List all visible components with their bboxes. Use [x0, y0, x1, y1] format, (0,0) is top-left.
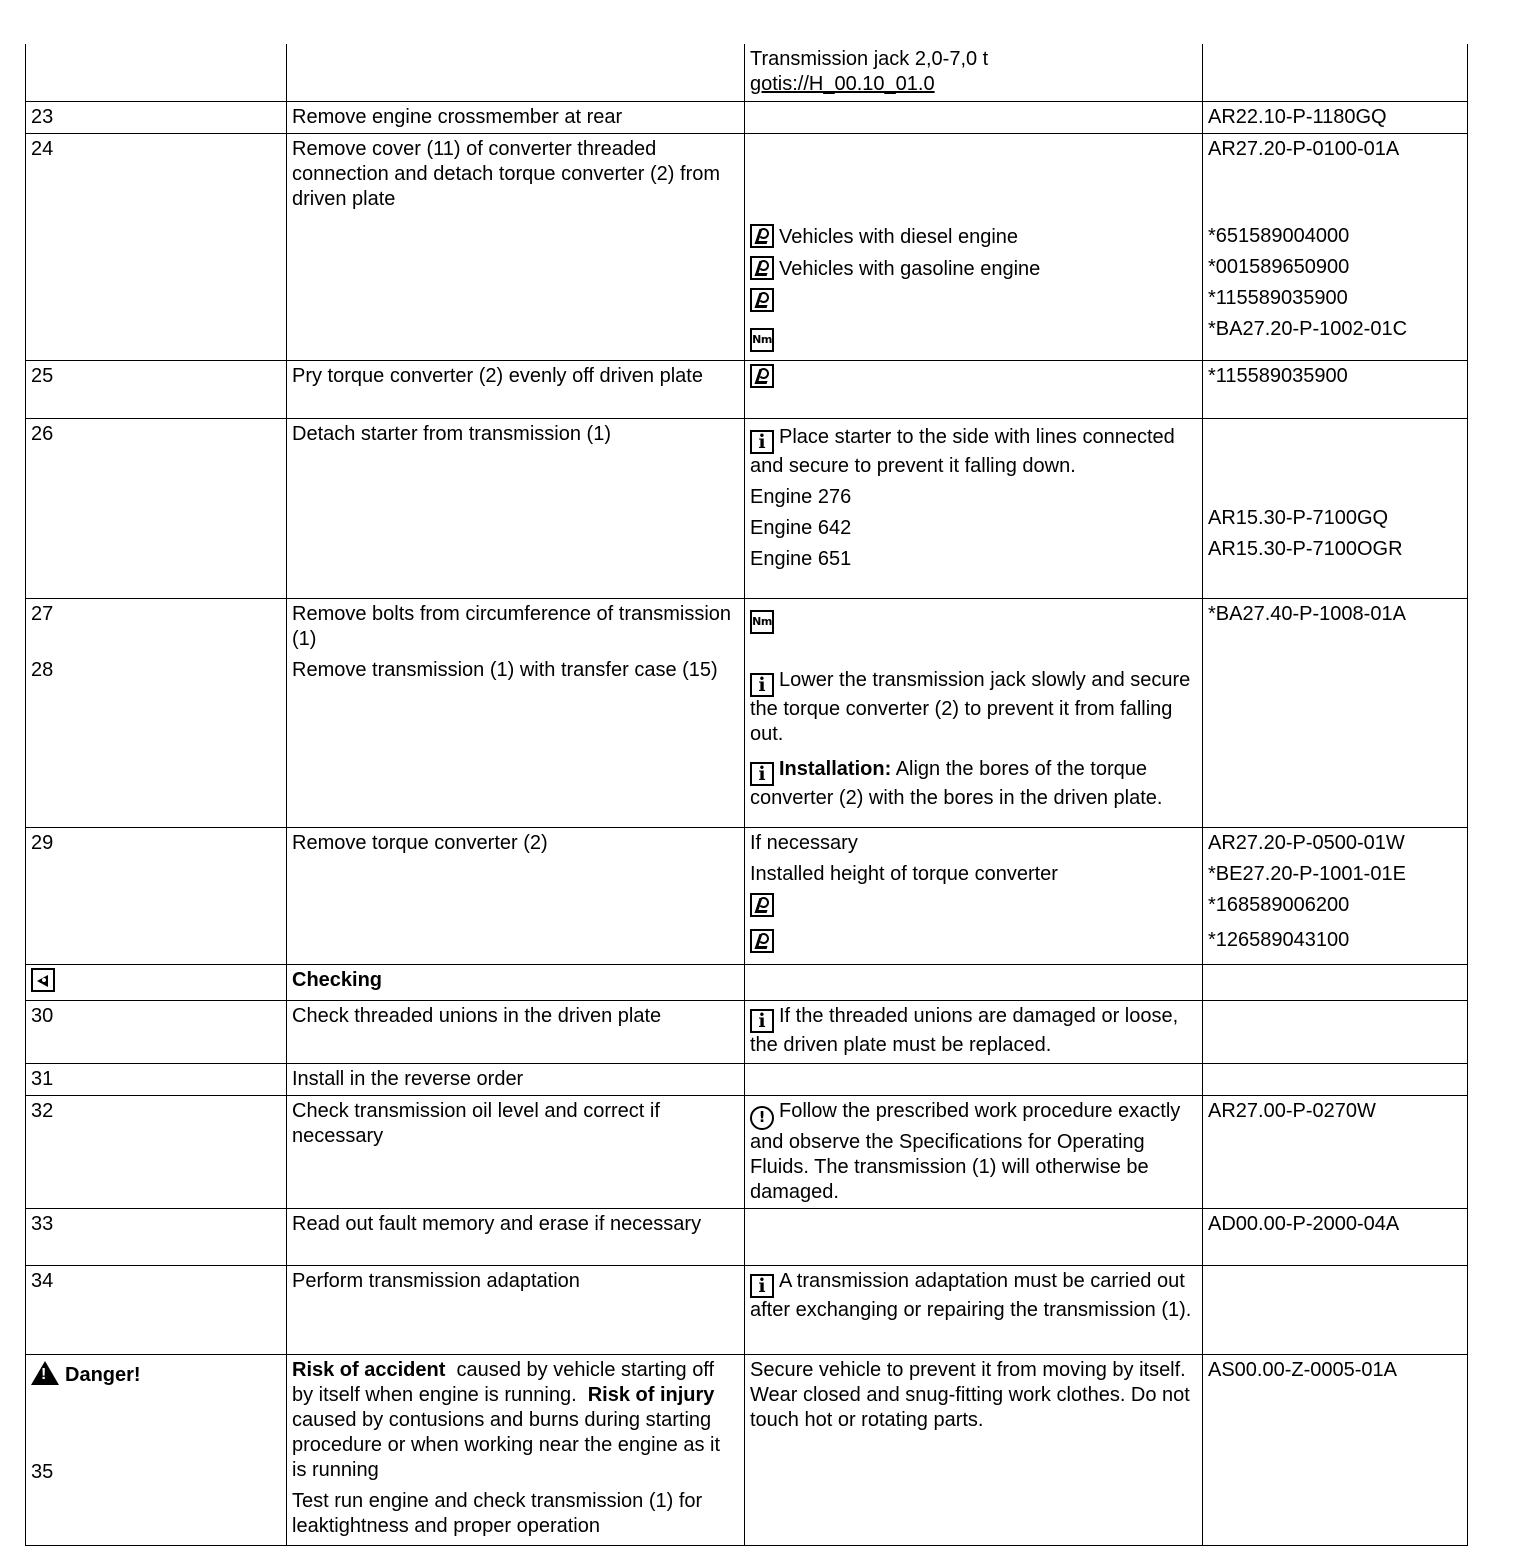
step-number: 24 — [26, 133, 287, 360]
note-text: Lower the transmission jack slowly and secure the torque converter (2) to prevent it from falling out. — [750, 668, 1191, 745]
step-cell — [26, 964, 287, 1000]
note-cell — [745, 1265, 1203, 1354]
reference-link[interactable]: AR27.20-P-0100-01A — [1208, 137, 1400, 160]
danger-body-text: caused by contusions and burns during starting procedure or when working near the engine as it is running — [292, 1408, 721, 1481]
installed-height-label: Installed height of torque converter — [750, 862, 1058, 885]
info-icon: i — [750, 430, 774, 454]
operation-cell — [287, 1354, 745, 1545]
note-text: Place starter to the side with lines connected and secure to prevent it falling down. — [750, 425, 1175, 477]
special-tool-icon[interactable] — [750, 288, 774, 312]
tool-link[interactable]: gotis://H_00.10_01.0 — [750, 73, 935, 95]
reference-link[interactable]: *115589035900 — [1208, 286, 1348, 309]
table-row — [26, 101, 1468, 133]
reference-link[interactable]: AR22.10-P-1180GQ — [1203, 101, 1468, 133]
installation-label: Installation: — [779, 757, 892, 780]
note-cell — [745, 1095, 1203, 1208]
gasoline-label: Vehicles with gasoline engine — [779, 257, 1041, 280]
note-cell — [745, 133, 1203, 360]
reference-link[interactable]: AR27.20-P-0500-01W — [1208, 831, 1405, 854]
note-cell — [745, 827, 1203, 964]
special-tool-icon[interactable] — [750, 929, 774, 953]
step-number: 26 — [26, 418, 287, 598]
operation-text: Remove engine crossmember at rear — [287, 101, 745, 133]
measure-text: Wear closed and snug-fitting work clothes. Do not touch hot or rotating parts. — [750, 1383, 1190, 1431]
table-row — [26, 360, 1468, 418]
step-cell — [26, 1354, 287, 1545]
danger-bold-text: Risk of accident — [292, 1358, 446, 1381]
danger-body-text: caused by vehicle starting off by itself when engine is running. — [292, 1358, 720, 1406]
table-row — [26, 1208, 1468, 1265]
engine-651-label: Engine 651 — [750, 547, 852, 570]
step-number: 25 — [26, 360, 287, 418]
note-cell — [745, 598, 1203, 827]
operation-text: Remove torque converter (2) — [287, 827, 745, 964]
reference-link[interactable]: *651589004000 — [1208, 224, 1350, 247]
section-title: Checking — [287, 964, 745, 1000]
table-row — [26, 418, 1468, 598]
table-row — [26, 964, 1468, 1000]
table-row — [26, 1354, 1468, 1545]
table-row — [26, 1095, 1468, 1208]
reference-link[interactable]: *001589650900 — [1208, 255, 1350, 278]
note-cell — [745, 360, 1203, 418]
special-tool-icon[interactable] — [750, 224, 774, 248]
ref-cell — [1203, 1063, 1468, 1095]
info-icon: i — [750, 1274, 774, 1298]
operation-text: Check transmission oil level and correct if necessary — [287, 1095, 745, 1208]
reference-link[interactable]: *BA27.40-P-1008-01A — [1208, 602, 1406, 625]
caution-note-icon: ! — [750, 1106, 774, 1130]
note-cell — [745, 101, 1203, 133]
step-number: 28 — [31, 658, 54, 681]
reference-link[interactable]: AS00.00-Z-0005-01A — [1203, 1354, 1468, 1545]
table-row — [26, 1265, 1468, 1354]
reference-link[interactable]: AR15.30-P-7100GQ — [1208, 506, 1389, 529]
operation-text: Remove bolts from circumference of transmission (1) — [292, 602, 732, 650]
info-icon: i — [750, 673, 774, 697]
check-arrow-icon — [31, 968, 55, 992]
operation-text: Perform transmission adaptation — [287, 1265, 745, 1354]
step-number: 34 — [26, 1265, 287, 1354]
operation-text: Detach starter from transmission (1) — [287, 418, 745, 598]
table-row — [26, 1063, 1468, 1095]
reference-link[interactable]: *BA27.20-P-1002-01C — [1208, 317, 1408, 340]
reference-link[interactable]: *168589006200 — [1208, 893, 1350, 916]
step-number: 35 — [31, 1460, 54, 1483]
warning-triangle-icon — [31, 1361, 59, 1385]
reference-link[interactable]: AD00.00-P-2000-04A — [1203, 1208, 1468, 1265]
torque-spec-icon[interactable]: Nm — [750, 328, 774, 352]
note-cell — [745, 1000, 1203, 1063]
info-icon: i — [750, 1009, 774, 1033]
ref-cell — [1203, 964, 1468, 1000]
danger-bold-text: Risk of injury — [587, 1383, 715, 1406]
note-text: Follow the prescribed work procedure exactly and observe the Specifications for Operating Fluids. The transmission (1) will otherwise be damaged. — [750, 1099, 1181, 1203]
tool-name: Transmission jack 2,0-7,0 t — [750, 48, 989, 70]
table-row — [26, 1000, 1468, 1063]
ref-cell — [1203, 1000, 1468, 1063]
operation-text: Remove transmission (1) with transfer case (15) — [292, 658, 718, 681]
step-number: 33 — [26, 1208, 287, 1265]
operation-text: Pry torque converter (2) evenly off driven plate — [287, 360, 745, 418]
operation-text: Install in the reverse order — [287, 1063, 745, 1095]
step-number: 29 — [26, 827, 287, 964]
special-tool-icon[interactable] — [750, 893, 774, 917]
ref-cell — [1203, 598, 1468, 827]
note-text: If the threaded unions are damaged or loose, the driven plate must be replaced. — [750, 1004, 1179, 1056]
ref-cell — [1203, 44, 1468, 101]
note-cell — [745, 418, 1203, 598]
note-cell — [745, 1208, 1203, 1265]
note-text: A transmission adaptation must be carried out after exchanging or repairing the transmission (1). — [750, 1269, 1192, 1321]
step-number: 30 — [26, 1000, 287, 1063]
reference-link[interactable]: AR15.30-P-7100OGR — [1208, 537, 1403, 560]
procedure-table — [25, 44, 1468, 1546]
note-cell — [745, 1354, 1203, 1545]
operation-text: Test run engine and check transmission (1) for leaktightness and proper operation — [292, 1489, 703, 1537]
note-cell — [745, 1063, 1203, 1095]
table-row — [26, 827, 1468, 964]
operation-text: Check threaded unions in the driven plate — [287, 1000, 745, 1063]
operation-cell — [287, 44, 745, 101]
ref-cell — [1203, 1265, 1468, 1354]
special-tool-icon[interactable] — [750, 364, 774, 388]
note-cell — [745, 964, 1203, 1000]
step-cell — [26, 44, 287, 101]
operation-text: Remove cover (11) of converter threaded connection and detach torque converter (2) from driven plate — [287, 133, 745, 360]
step-number: 27 — [31, 602, 54, 625]
info-icon: i — [750, 762, 774, 786]
diesel-label: Vehicles with diesel engine — [779, 225, 1019, 248]
operation-cell — [287, 598, 745, 827]
engine-276-label: Engine 276 — [750, 485, 852, 508]
step-number: 31 — [26, 1063, 287, 1095]
operation-text: Read out fault memory and erase if necessary — [287, 1208, 745, 1265]
ref-cell — [1203, 418, 1468, 598]
note-cell — [745, 44, 1203, 101]
ref-cell — [1203, 133, 1468, 360]
step-number: 32 — [26, 1095, 287, 1208]
measure-text: Secure vehicle to prevent it from moving by itself. — [750, 1358, 1186, 1381]
reference-link[interactable]: AR27.00-P-0270W — [1203, 1095, 1468, 1208]
step-number: 23 — [26, 101, 287, 133]
ref-cell — [1203, 827, 1468, 964]
danger-label: Danger! — [65, 1363, 141, 1386]
danger-text — [292, 1358, 739, 1483]
table-row — [26, 598, 1468, 827]
table-row — [26, 133, 1468, 360]
reference-link[interactable]: *BE27.20-P-1001-01E — [1208, 862, 1406, 885]
step-cell — [26, 598, 287, 827]
torque-spec-icon[interactable]: Nm — [750, 610, 774, 634]
special-tool-icon[interactable] — [750, 256, 774, 280]
reference-link[interactable]: *126589043100 — [1208, 928, 1350, 951]
reference-link[interactable]: *115589035900 — [1203, 360, 1468, 418]
if-necessary-label: If necessary — [750, 831, 858, 854]
table-row — [26, 44, 1468, 101]
note-text: Align the bores of the torque converter (2) with the bores in the driven plate. — [750, 757, 1163, 809]
engine-642-label: Engine 642 — [750, 516, 852, 539]
